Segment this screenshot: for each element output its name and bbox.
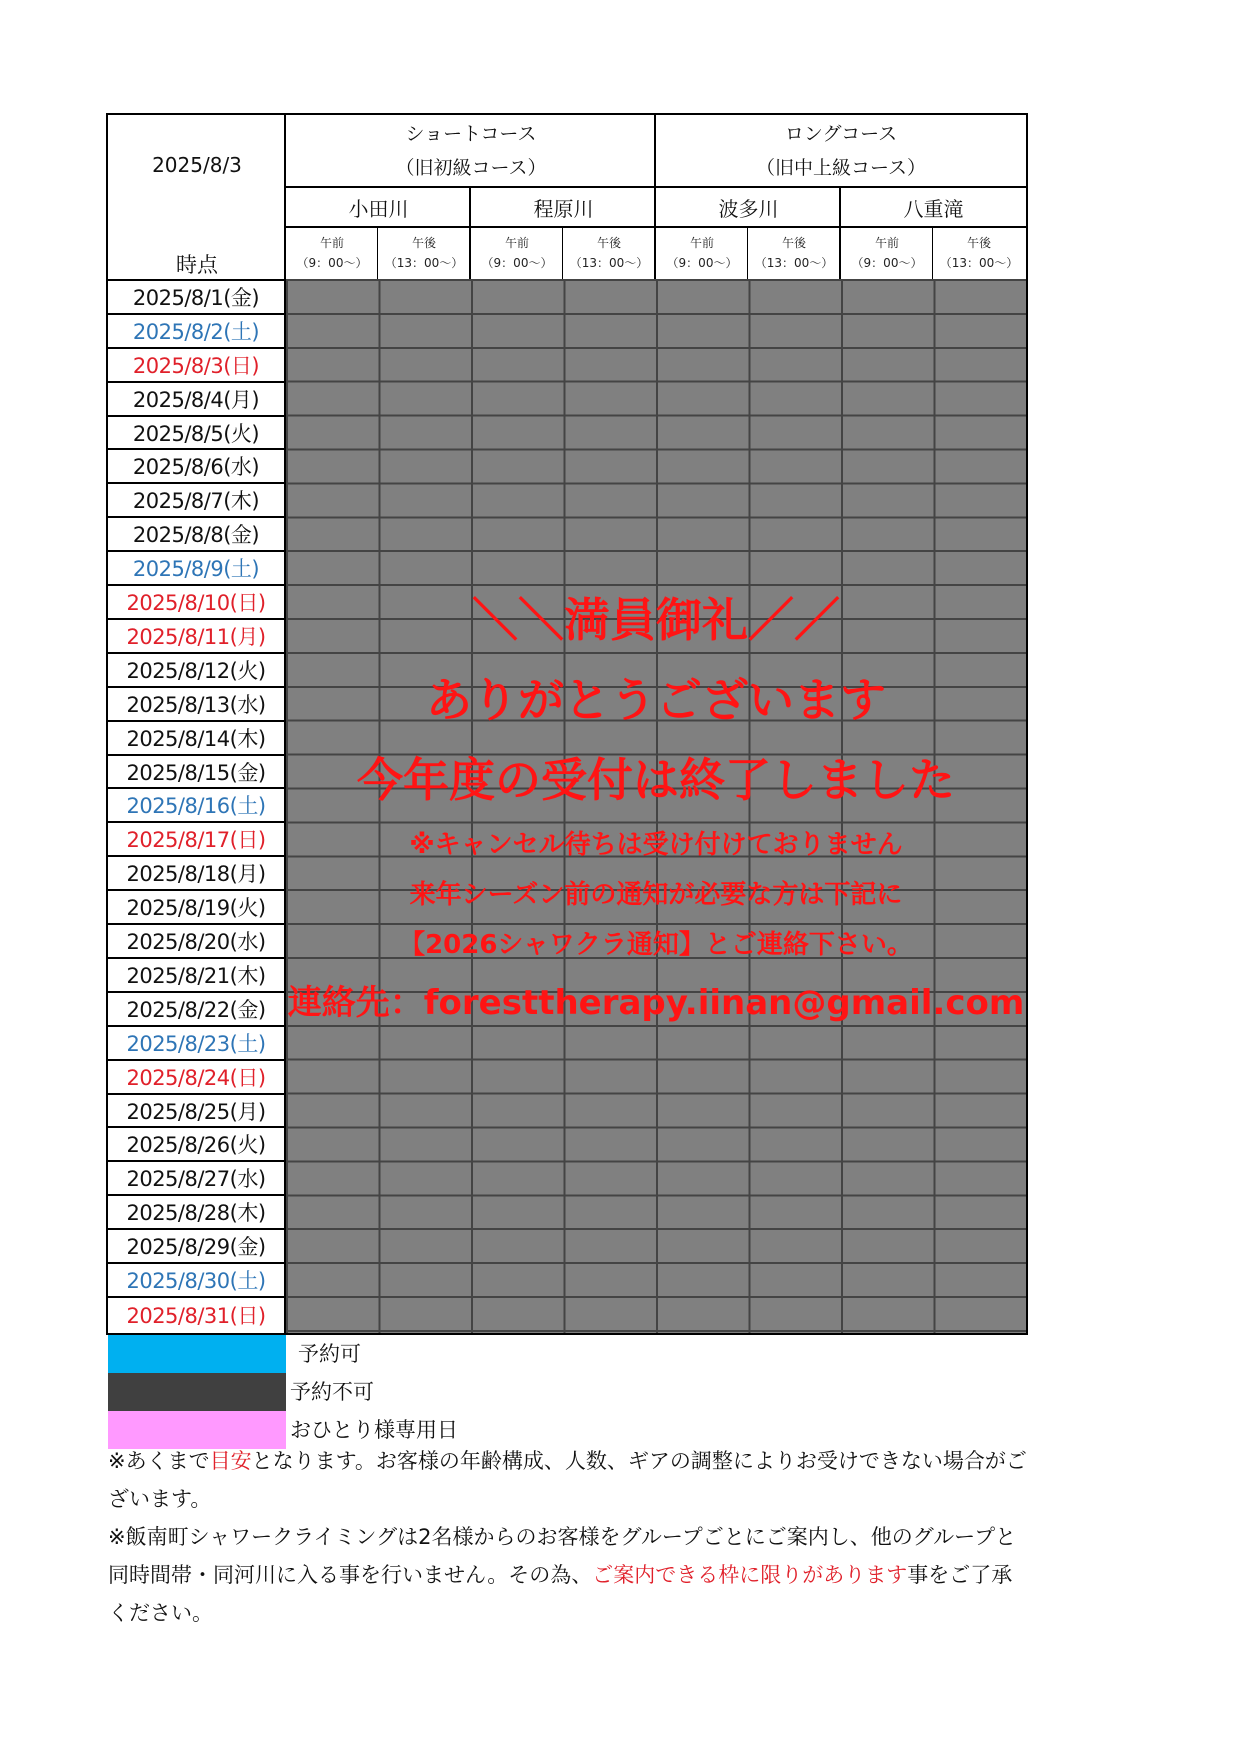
- date-cell: 2025/8/1(金): [108, 281, 284, 315]
- date-cell: 2025/8/3(日): [108, 349, 284, 383]
- slot-am: 午前 （9：00～）: [481, 236, 553, 270]
- slot-am: 午前 （9：00～）: [296, 236, 368, 270]
- date-cell: 2025/8/16(土): [108, 790, 284, 824]
- date-cell: 2025/8/9(土): [108, 552, 284, 586]
- river-hodowaragawa: 程原川: [533, 196, 594, 221]
- long-course-subtitle: （旧中上級コース）: [755, 156, 927, 179]
- notice-thanks: ありがとうございます: [426, 673, 886, 727]
- slot-pm: 午後 （13：00～）: [754, 236, 834, 270]
- notes: [108, 1442, 1028, 1632]
- slot-am: 午前 （9：00～）: [666, 236, 738, 270]
- date-cell: 2025/8/20(水): [108, 925, 284, 959]
- legend-label-available: 予約可: [298, 1342, 361, 1366]
- short-course-subtitle: （旧初級コース）: [395, 156, 547, 179]
- date-cell: 2025/8/19(火): [108, 891, 284, 925]
- date-cell: 2025/8/12(火): [108, 654, 284, 688]
- date-cell: 2025/8/18(月): [108, 857, 284, 891]
- date-cell: 2025/8/2(土): [108, 315, 284, 349]
- date-cell: 2025/8/13(水): [108, 688, 284, 722]
- date-cell: 2025/8/27(水): [108, 1162, 284, 1196]
- short-course-title: ショートコース: [405, 122, 537, 145]
- date-cell: 2025/8/26(火): [108, 1129, 284, 1163]
- date-cell: 2025/8/25(月): [108, 1095, 284, 1129]
- date-cell: 2025/8/4(月): [108, 383, 284, 417]
- date-cell: 2025/8/23(土): [108, 1027, 284, 1061]
- notice-headline: ＼＼満員御礼／／: [472, 593, 840, 647]
- date-cell: 2025/8/7(木): [108, 484, 284, 518]
- divider: [284, 226, 1028, 228]
- date-cell: 2025/8/15(金): [108, 756, 284, 790]
- divider: [469, 187, 471, 279]
- date-cell: 2025/8/21(木): [108, 959, 284, 993]
- river-hatagawa: 波多川: [718, 196, 779, 221]
- date-cell: 2025/8/17(日): [108, 823, 284, 857]
- note-1: ※あくまで目安となります。お客様の年齢構成、人数、ギアの調整によりお受けできない場合がございます。: [108, 1449, 1027, 1511]
- divider: [932, 227, 933, 279]
- divider: [839, 187, 841, 279]
- divider: [284, 186, 1028, 188]
- date-cell: 2025/8/29(金): [108, 1230, 284, 1264]
- date-cell: 2025/8/24(日): [108, 1061, 284, 1095]
- divider: [654, 115, 656, 279]
- date-cell: 2025/8/28(木): [108, 1196, 284, 1230]
- notice-contact-email[interactable]: 連絡先：foresttherapy.iinan@gmail.com: [287, 983, 1025, 1023]
- legend-label-unavailable: 予約不可: [290, 1380, 374, 1404]
- sold-out-notice: [286, 580, 1026, 1036]
- notice-no-waitlist: ※キャンセル待ちは受け付けておりません: [409, 830, 903, 860]
- river-yaedaki: 八重滝: [903, 196, 964, 221]
- date-cell: 2025/8/6(水): [108, 451, 284, 485]
- legend-swatch-unavailable: [108, 1373, 286, 1411]
- slot-am: 午前 （9：00～）: [851, 236, 923, 270]
- legend-label-solo: おひとり様専用日: [290, 1418, 458, 1442]
- date-cell: 2025/8/5(火): [108, 417, 284, 451]
- date-cell: 2025/8/30(土): [108, 1264, 284, 1298]
- as-of-date: 2025/8/3: [152, 153, 242, 177]
- date-cell: 2025/8/31(日): [126, 1303, 266, 1328]
- date-cell: 2025/8/8(金): [108, 518, 284, 552]
- slot-pm: 午後 （13：00～）: [384, 236, 464, 270]
- notice-closed: 今年度の受付は終了しました: [357, 753, 955, 807]
- note-2: ※飯南町シャワークライミングは2名様からのお客様をグループごとにご案内し、他のグループと同時間帯・同河川に入る事を行いません。その為、ご案内できる枠に限りがあります事をご了承ください。: [108, 1525, 1017, 1625]
- slot-pm: 午後 （13：00～）: [939, 236, 1019, 270]
- long-course-title: ロングコース: [784, 122, 898, 145]
- slot-pm: 午後 （13：00～）: [569, 236, 649, 270]
- date-cell: 2025/8/14(木): [108, 722, 284, 756]
- date-cell: 2025/8/22(金): [108, 993, 284, 1027]
- notice-instruction: 【2026シャワクラ通知】とご連絡下さい。: [399, 930, 913, 960]
- date-cell: 2025/8/10(日): [108, 586, 284, 620]
- as-of-label: 時点: [176, 253, 218, 277]
- legend-swatch-available: [108, 1335, 286, 1373]
- divider: [747, 227, 748, 279]
- date-cell: 2025/8/11(月): [108, 620, 284, 654]
- divider: [377, 227, 378, 279]
- notice-next-season: 来年シーズン前の通知が必要な方は下記に: [409, 880, 903, 910]
- divider: [562, 227, 563, 279]
- river-odagawa: 小田川: [348, 196, 409, 221]
